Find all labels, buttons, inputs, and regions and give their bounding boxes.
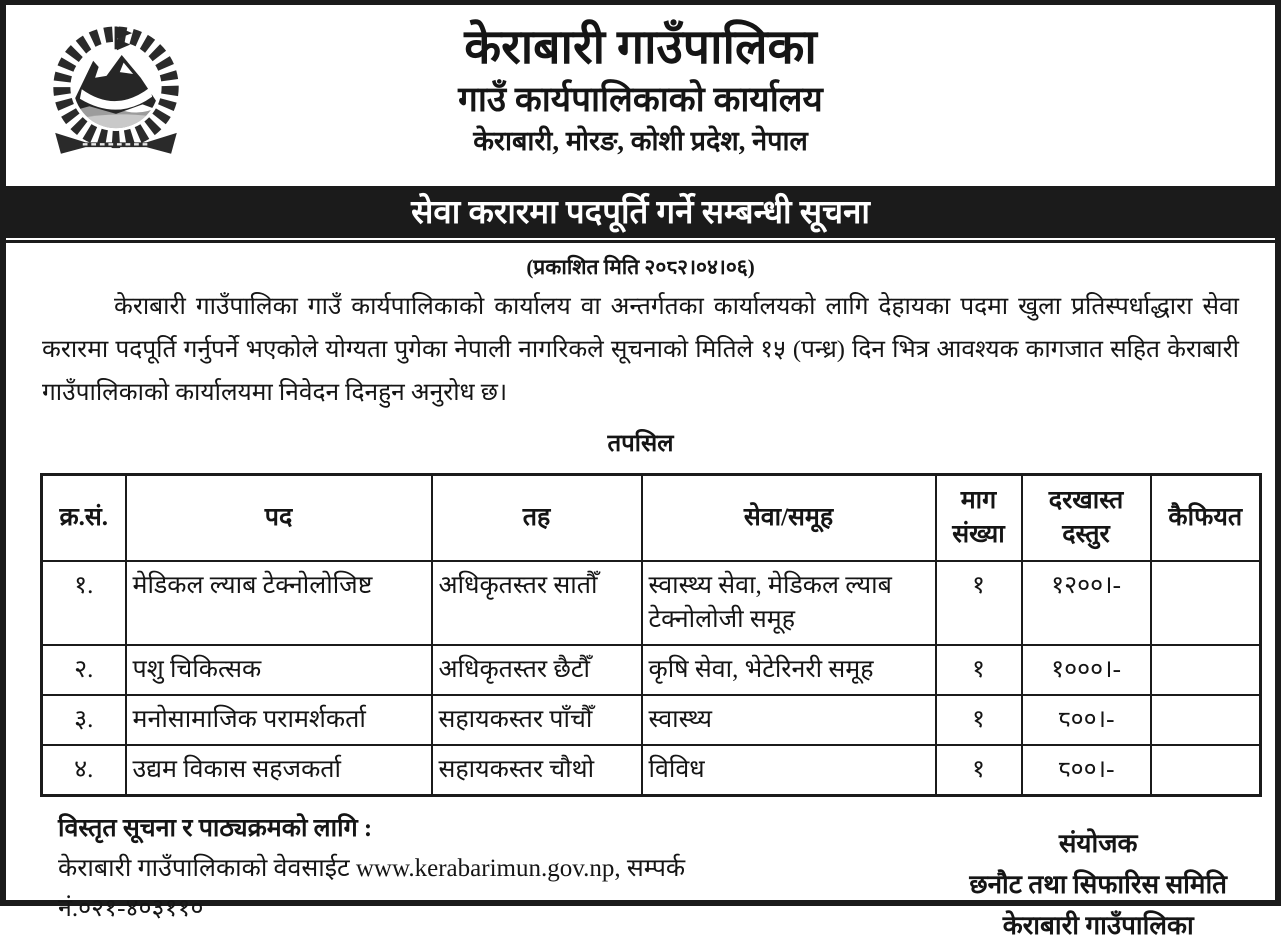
cell-positions: १ [936,695,1022,745]
cell-fee: ८००।- [1022,745,1151,796]
col-header-serial: क्र.सं. [42,475,126,562]
contact-info [36,809,756,946]
nepal-coat-of-arms-icon [40,17,192,169]
table-row [42,561,1261,645]
cell-positions: १ [936,561,1022,645]
office-address: केराबारी, मोरङ, कोशी प्रदेश, नेपाल [473,126,808,156]
schedule-heading: तपसिल [607,431,674,457]
notice-title-banner: सेवा करारमा पदपूर्ति गर्ने सम्बन्धी सूचना [6,186,1275,240]
cell-service-group: स्वास्थ्य [642,695,936,745]
notice-body [6,240,1275,940]
cell-post: मनोसामाजिक परामर्शकर्ता [126,695,432,745]
col-header-post: पद [126,475,432,562]
cell-remarks [1151,695,1261,745]
col-header-remarks: कैफियत [1151,475,1261,562]
vacancy-table [40,473,1262,797]
contact-info-line: केराबारी गाउँपालिकाको वेवसाईट www.kerabarimun.gov.np, सम्पर्क नं.०२१-४०३११० [58,855,686,922]
cell-level: सहायकस्तर पाँचौँ [432,695,642,745]
cell-serial: ४. [42,745,126,796]
cell-remarks [1151,561,1261,645]
cell-remarks [1151,745,1261,796]
cell-fee: १२००।- [1022,561,1151,645]
cell-positions: १ [936,745,1022,796]
office-name: गाउँ कार्यपालिकाको कार्यालय [458,80,823,119]
cell-fee: ८००।- [1022,695,1151,745]
notice-paragraph: केराबारी गाउँपालिका गाउँ कार्यपालिकाको कार्यालय वा अन्तर्गतका कार्यालयको लागि देहायका पदमा खुला प्रतिस्पर्धाद्धारा सेवा करारमा पदपूर्ति गर्नुपर्ने भएकोले योग्यता पुगेका नेपाली नागरिकले सूचनाको मितिले १५ (पन्ध्र) दिन भित्र आवश्यक कागजात सहित केराबारी गाउँपालिकाको कार्यालयमा निवेदन दिनहुन अनुरोध छ। [42,293,1239,406]
cell-positions: १ [936,645,1022,695]
published-date: (प्रकाशित मिति २०८२।०४।०६) [526,255,755,279]
letterhead [6,5,1275,186]
cell-level: अधिकृतस्तर छैटौँ [432,645,642,695]
cell-remarks [1151,645,1261,695]
signatory-organization: केराबारी गाउँपालिका [1002,911,1194,940]
table-header-row [42,475,1261,562]
cell-level: सहायकस्तर चौथो [432,745,642,796]
col-header-service-group: सेवा/समूह [642,475,936,562]
cell-post: उद्यम विकास सहजकर्ता [126,745,432,796]
cell-serial: १. [42,561,126,645]
cell-post: पशु चिकित्सक [126,645,432,695]
cell-fee: १०००।- [1022,645,1151,695]
cell-level: अधिकृतस्तर सातौँ [432,561,642,645]
contact-info-heading: विस्तृत सूचना र पाठ्यक्रमको लागि : [58,815,373,842]
signatory-committee: छनौट तथा सिफारिस समिति [969,870,1227,899]
table-row [42,695,1261,745]
col-header-fee: दरखास्त दस्तुर [1022,475,1151,562]
col-header-positions: माग संख्या [936,475,1022,562]
signatory-block [969,823,1245,946]
cell-service-group: स्वास्थ्य सेवा, मेडिकल ल्याब टेक्नोलोजी समूह [642,561,936,645]
col-header-level: तह [432,475,642,562]
table-row [42,645,1261,695]
cell-serial: ३. [42,695,126,745]
cell-service-group: विविध [642,745,936,796]
notice-footer [36,809,1245,946]
cell-service-group: कृषि सेवा, भेटेरिनरी समूह [642,645,936,695]
cell-serial: २. [42,645,126,695]
signatory-role: संयोजक [1058,829,1138,858]
municipality-name: केराबारी गाउँपालिका [464,21,817,74]
cell-post: मेडिकल ल्याब टेक्नोलोजिष्ट [126,561,432,645]
table-row [42,745,1261,796]
